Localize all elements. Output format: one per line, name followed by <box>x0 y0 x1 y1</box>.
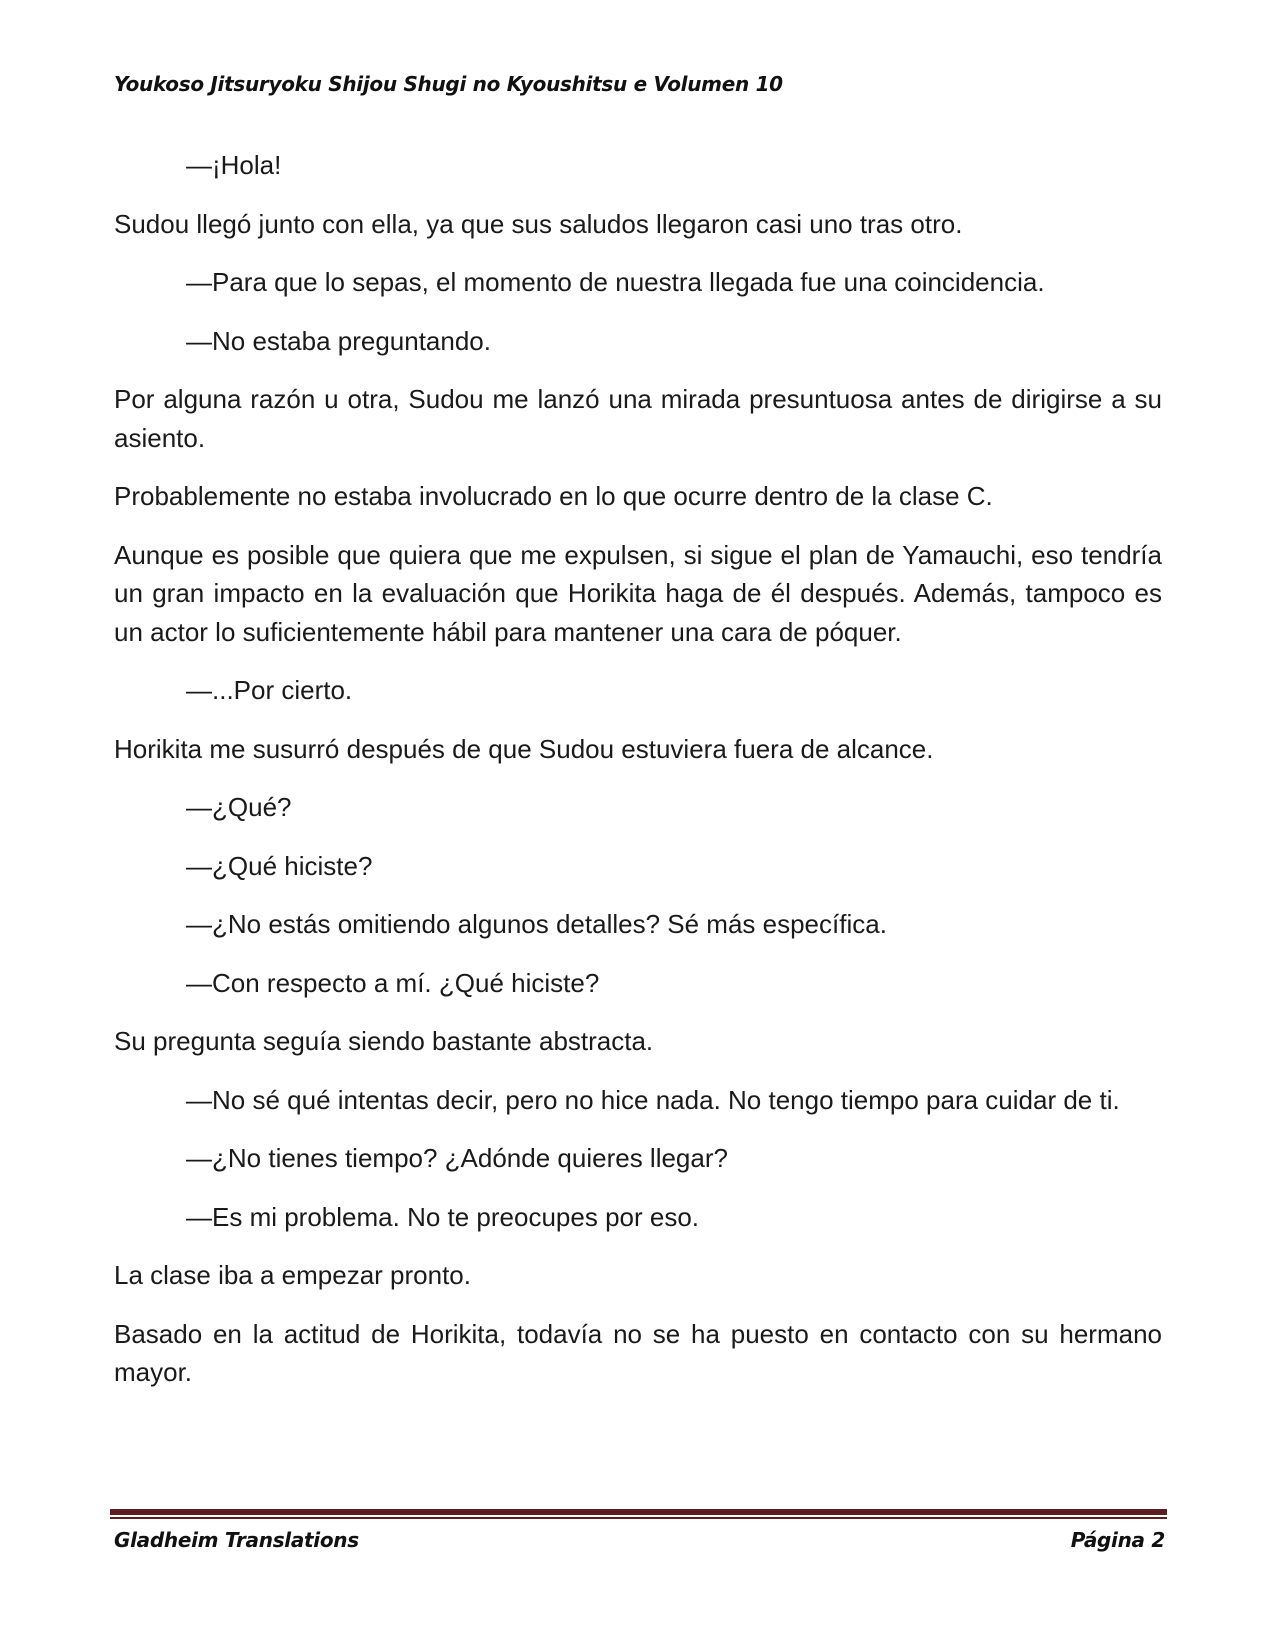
page-body <box>114 146 1162 1412</box>
paragraph: Probablemente no estaba involucrado en lo que ocurre dentro de la clase C. <box>114 481 993 511</box>
running-header: Youkoso Jitsuryoku Shijou Shugi no Kyoushitsu e Volumen 10 <box>114 72 783 96</box>
paragraph: Aunque es posible que quiera que me expulsen, si sigue el plan de Yamauchi, eso tendría un gran impacto en la evaluación que Horikita haga de él después. Además, tampoco es un actor lo suficientemente hábil para mantener una cara de póquer. <box>114 539 1162 647</box>
paragraph: —¿Qué? <box>186 792 292 822</box>
paragraph: —No sé qué intentas decir, pero no hice nada. No tengo tiempo para cuidar de ti. <box>186 1084 1120 1115</box>
page-number: Página 2 <box>1070 1528 1165 1552</box>
paragraph: Sudou llegó junto con ella, ya que sus saludos llegaron casi uno tras otro. <box>114 208 963 239</box>
paragraph: Su pregunta seguía siendo bastante abstracta. <box>114 1026 654 1056</box>
paragraph: —No estaba preguntando. <box>186 325 491 356</box>
paragraph: Por alguna razón u otra, Sudou me lanzó una mirada presuntuosa antes de dirigirse a su asiento. <box>114 384 1162 453</box>
paragraph: —Para que lo sepas, el momento de nuestra llegada fue una coincidencia. <box>186 267 1045 297</box>
paragraph: —¿No tienes tiempo? ¿Adónde quieres llegar? <box>186 1143 728 1173</box>
paragraph: Basado en la actitud de Horikita, todavía no se ha puesto en contacto con su hermano mayor. <box>114 1318 1162 1387</box>
paragraph: —¿No estás omitiendo algunos detalles? Sé más específica. <box>186 909 887 939</box>
footer-credit: Gladheim Translations <box>114 1528 359 1552</box>
footer-divider-thin <box>110 1517 1167 1519</box>
paragraph: —...Por cierto. <box>186 675 353 705</box>
paragraph: La clase iba a empezar pronto. <box>114 1260 471 1290</box>
paragraph: —¿Qué hiciste? <box>186 850 373 881</box>
paragraph: —Es mi problema. No te preocupes por eso. <box>186 1201 700 1232</box>
paragraph: —Con respecto a mí. ¿Qué hiciste? <box>186 967 600 998</box>
footer-divider <box>110 1509 1167 1515</box>
paragraph: —¡Hola! <box>186 150 282 180</box>
paragraph: Horikita me susurró después de que Sudou estuviera fuera de alcance. <box>114 733 934 764</box>
